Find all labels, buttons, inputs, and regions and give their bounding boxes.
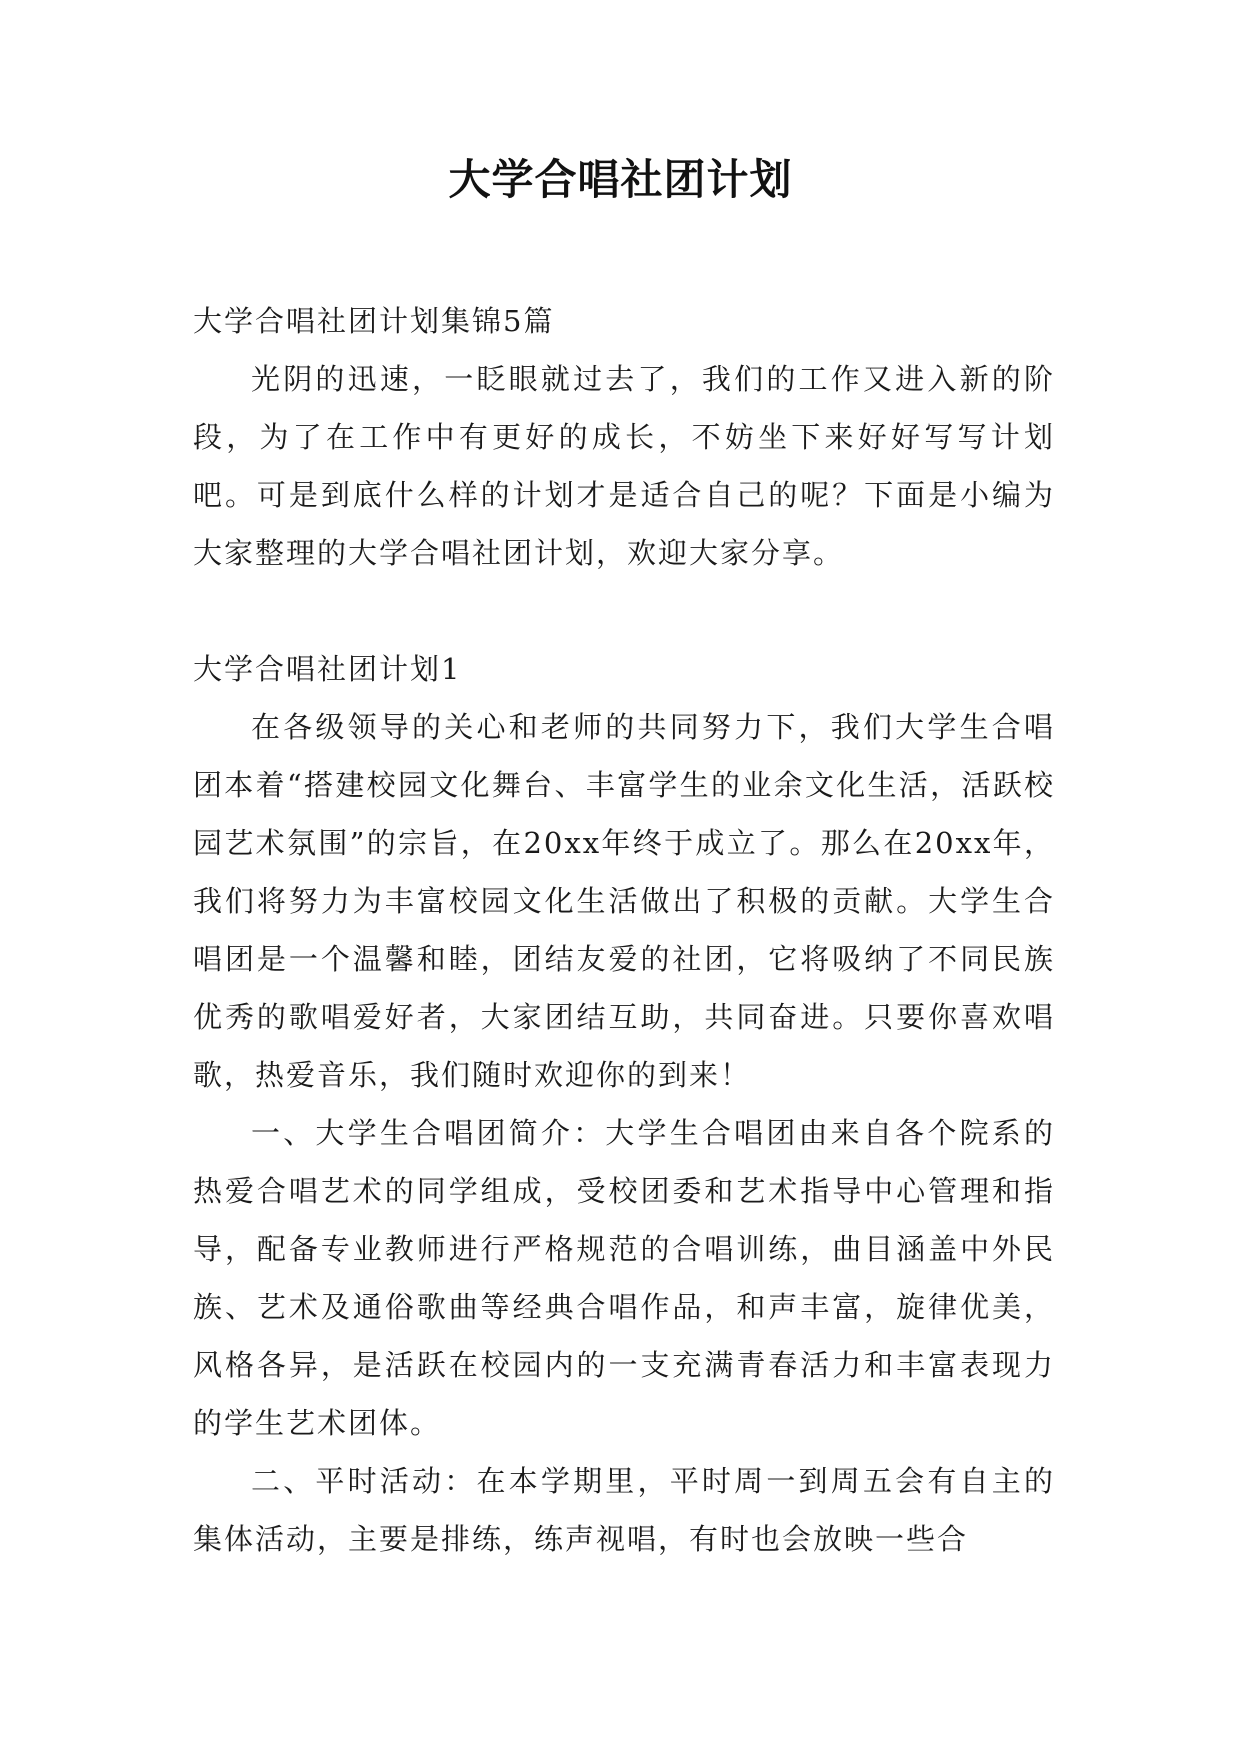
section-spacer [193, 582, 1055, 640]
body-paragraph: 二、平时活动：在本学期里，平时周一到周五会有自主的集体活动，主要是排练，练声视唱，有时也会放映一些合 [193, 1464, 1055, 1556]
section-heading: 大学合唱社团计划1 [193, 652, 462, 686]
body-paragraph: 一、大学生合唱团简介：大学生合唱团由来自各个院系的热爱合唱艺术的同学组成，受校团委和艺术指导中心管理和指导，配备专业教师进行严格规范的合唱训练，曲目涵盖中外民族、艺术及通俗歌曲等经典合唱作品，和声丰富，旋律优美，风格各异，是活跃在校园内的一支充满青春活力和丰富表现力的学生艺术团体。 [193, 1116, 1055, 1440]
document-title: 大学合唱社团计划 [448, 155, 793, 204]
collection-heading: 大学合唱社团计划集锦5篇 [193, 304, 555, 338]
intro-paragraph: 光阴的迅速，一眨眼就过去了，我们的工作又进入新的阶段，为了在工作中有更好的成长，不妨坐下来好好写写计划吧。可是到底什么样的计划才是适合自己的呢？下面是小编为大家整理的大学合唱社团计划，欢迎大家分享。 [193, 362, 1055, 570]
body-paragraph: 在各级领导的关心和老师的共同努力下，我们大学生合唱团本着“搭建校园文化舞台、丰富学生的业余文化生活，活跃校园艺术氛围”的宗旨，在20xx年终于成立了。那么在20xx年，我们将努力为丰富校园文化生活做出了积极的贡献。大学生合唱团是一个温馨和睦，团结友爱的社团，它将吸纳了不同民族优秀的歌唱爱好者，大家团结互助，共同奋进。只要你喜欢唱歌，热爱音乐，我们随时欢迎你的到来！ [193, 710, 1055, 1092]
document-body [193, 292, 1055, 1568]
